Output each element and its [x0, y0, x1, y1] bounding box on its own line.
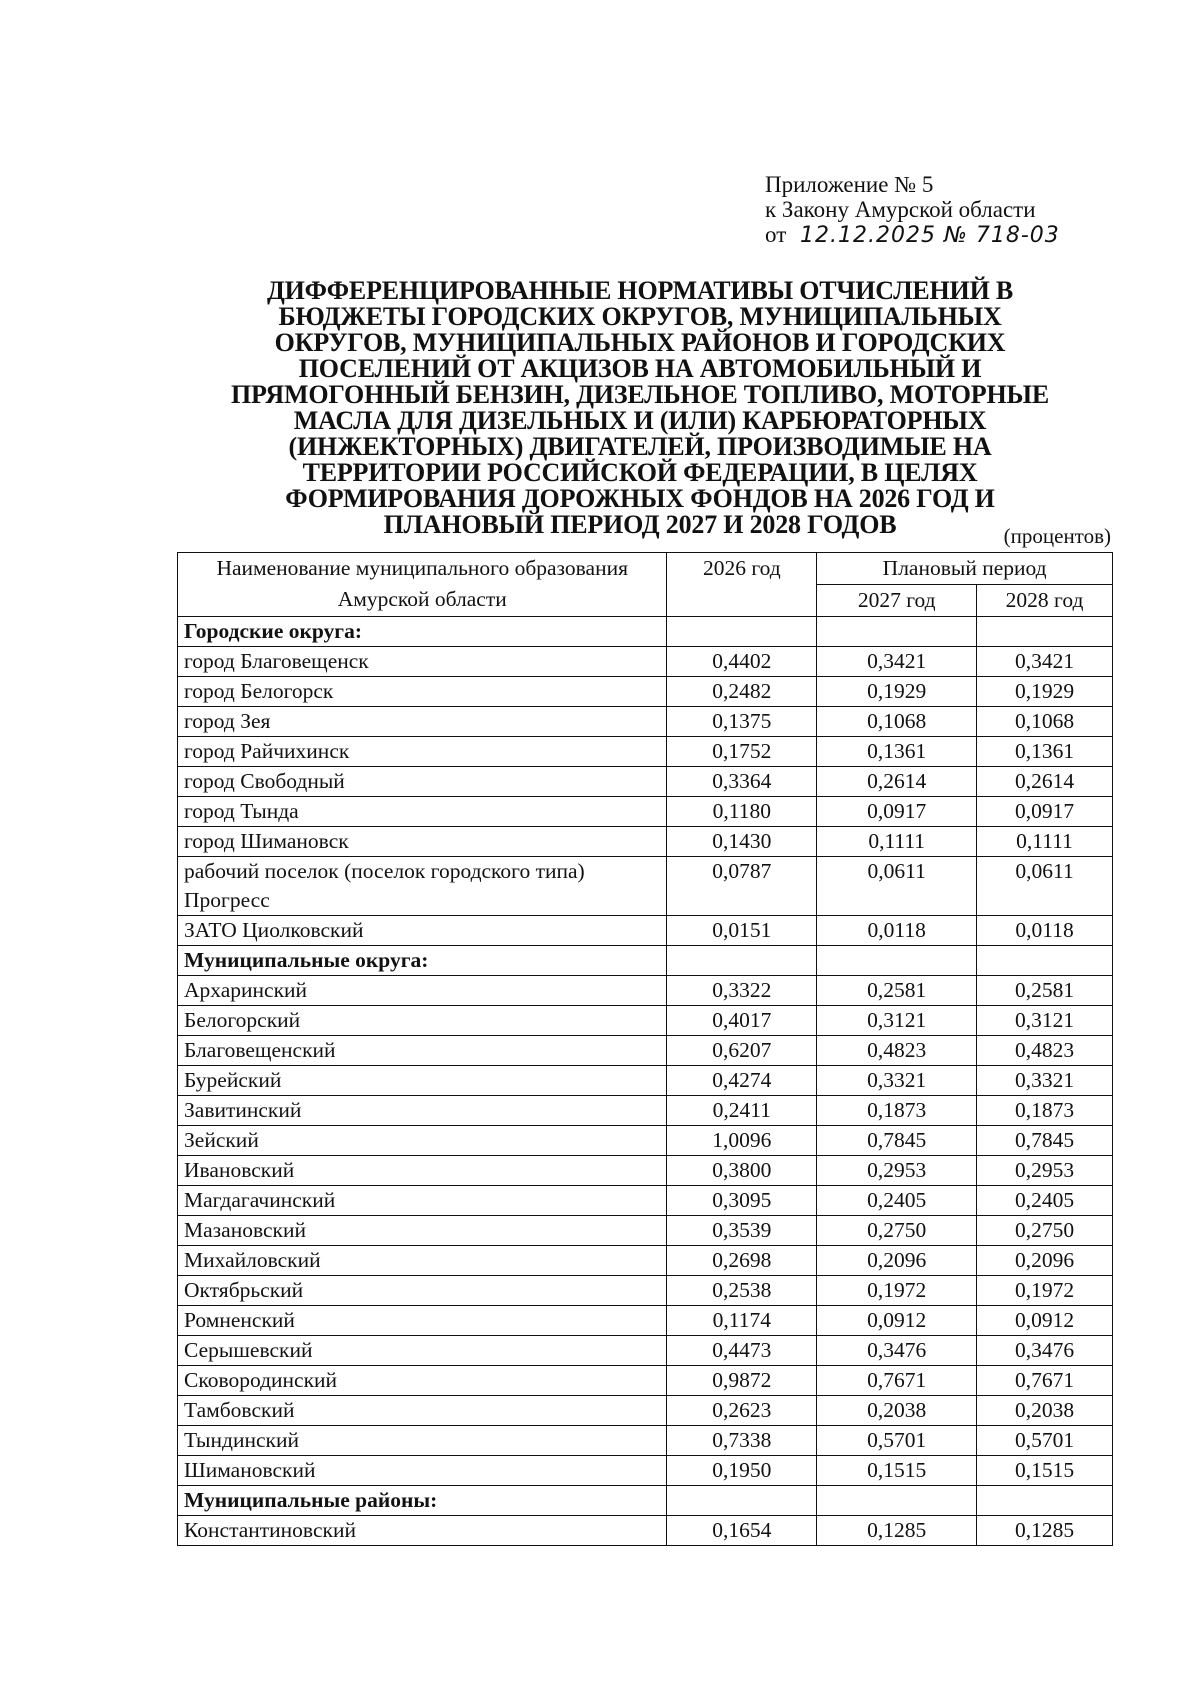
municipality-name: Зейский — [178, 1126, 667, 1156]
value-2026: 0,6207 — [667, 1036, 817, 1066]
value-2027 — [817, 1486, 977, 1516]
title-line: ТЕРРИТОРИИ РОССИЙСКОЙ ФЕДЕРАЦИИ, В ЦЕЛЯХ — [302, 458, 978, 487]
table-row — [178, 797, 1113, 827]
municipality-name: Октябрьский — [178, 1276, 667, 1306]
value-2027: 0,0118 — [817, 916, 977, 946]
units-label: (процентов) — [1003, 524, 1111, 548]
municipality-name: Магдагачинский — [178, 1186, 667, 1216]
value-2026: 0,1430 — [667, 827, 817, 857]
value-2026 — [667, 617, 817, 647]
value-2028: 0,2750 — [977, 1216, 1113, 1246]
header-municipality: Наименование муниципального образования Амурской области — [178, 553, 667, 617]
value-2026: 0,3322 — [667, 976, 817, 1006]
municipality-name: Тамбовский — [178, 1396, 667, 1426]
municipality-name: город Шимановск — [178, 827, 667, 857]
value-2027: 0,0917 — [817, 797, 977, 827]
municipality-name: Сковородинский — [178, 1366, 667, 1396]
section-row — [178, 617, 1113, 647]
municipality-name: ЗАТО Циолковский — [178, 916, 667, 946]
value-2028: 0,4823 — [977, 1036, 1113, 1066]
appendix-date-prefix: от — [765, 222, 787, 247]
municipality-name: город Райчихинск — [178, 737, 667, 767]
value-2028: 0,2096 — [977, 1246, 1113, 1276]
value-2028: 0,1515 — [977, 1456, 1113, 1486]
title-line: ДИФФЕРЕНЦИРОВАННЫЕ НОРМАТИВЫ ОТЧИСЛЕНИЙ В — [266, 276, 1014, 305]
value-2028: 0,3121 — [977, 1006, 1113, 1036]
value-2027: 0,2953 — [817, 1156, 977, 1186]
table-row — [178, 1366, 1113, 1396]
table-row — [178, 857, 1113, 916]
municipality-name: Константиновский — [178, 1516, 667, 1546]
value-2026: 0,3364 — [667, 767, 817, 797]
value-2026: 0,4402 — [667, 647, 817, 677]
table-row — [178, 1456, 1113, 1486]
section-title: Городские округа: — [178, 617, 667, 647]
table-row — [178, 1006, 1113, 1036]
value-2027: 0,1361 — [817, 737, 977, 767]
value-2026 — [667, 1486, 817, 1516]
value-2028: 0,2405 — [977, 1186, 1113, 1216]
value-2026: 0,2538 — [667, 1276, 817, 1306]
municipality-name: город Зея — [178, 707, 667, 737]
section-title: Муниципальные районы: — [178, 1486, 667, 1516]
value-2027: 0,1068 — [817, 707, 977, 737]
municipality-name: Бурейский — [178, 1066, 667, 1096]
value-2027: 0,5701 — [817, 1426, 977, 1456]
value-2028: 0,7671 — [977, 1366, 1113, 1396]
value-2028: 0,5701 — [977, 1426, 1113, 1456]
municipality-name: Серышевский — [178, 1336, 667, 1366]
title-line: ОКРУГОВ, МУНИЦИПАЛЬНЫХ РАЙОНОВ И ГОРОДСКИХ — [274, 328, 1006, 357]
table-row — [178, 1216, 1113, 1246]
appendix-date-line — [765, 222, 1060, 248]
value-2028: 0,0611 — [977, 857, 1113, 916]
value-2026: 0,1174 — [667, 1306, 817, 1336]
table-row — [178, 707, 1113, 737]
value-2027 — [817, 946, 977, 976]
appendix-number: Приложение № 5 — [765, 172, 934, 197]
handwritten-date-number: 12.12.2025 № 718-03 — [800, 223, 1060, 248]
value-2027: 0,1873 — [817, 1096, 977, 1126]
value-2027: 0,0611 — [817, 857, 977, 916]
title-line: ПРЯМОГОННЫЙ БЕНЗИН, ДИЗЕЛЬНОЕ ТОПЛИВО, МОТОРНЫЕ — [231, 380, 1049, 409]
header-year-2027: 2027 год — [817, 585, 977, 617]
municipality-name: Ромненский — [178, 1306, 667, 1336]
value-2027: 0,1929 — [817, 677, 977, 707]
value-2028: 0,1873 — [977, 1096, 1113, 1126]
municipality-name: Мазановский — [178, 1216, 667, 1246]
value-2027: 0,3476 — [817, 1336, 977, 1366]
municipality-name: рабочий поселок (поселок городского типа) Прогресс — [178, 857, 667, 916]
municipality-name: город Свободный — [178, 767, 667, 797]
value-2027: 0,0912 — [817, 1306, 977, 1336]
value-2028: 0,2038 — [977, 1396, 1113, 1426]
title-line: (ИНЖЕКТОРНЫХ) ДВИГАТЕЛЕЙ, ПРОИЗВОДИМЫЕ НА — [288, 432, 992, 461]
value-2026: 0,3095 — [667, 1186, 817, 1216]
municipality-name: Михайловский — [178, 1246, 667, 1276]
table-row — [178, 1066, 1113, 1096]
value-2028: 0,1929 — [977, 677, 1113, 707]
table-row — [178, 916, 1113, 946]
title-line: ФОРМИРОВАНИЯ ДОРОЖНЫХ ФОНДОВ НА 2026 ГОД И — [285, 484, 995, 513]
value-2027: 0,3121 — [817, 1006, 977, 1036]
value-2026: 0,1654 — [667, 1516, 817, 1546]
value-2026: 0,1180 — [667, 797, 817, 827]
value-2028: 0,1285 — [977, 1516, 1113, 1546]
municipality-name: город Белогорск — [178, 677, 667, 707]
value-2026: 0,1752 — [667, 737, 817, 767]
table-row — [178, 1276, 1113, 1306]
value-2026: 0,1950 — [667, 1456, 817, 1486]
municipality-name: Благовещенский — [178, 1036, 667, 1066]
value-2027: 0,1972 — [817, 1276, 977, 1306]
value-2026: 0,3539 — [667, 1216, 817, 1246]
value-2026: 0,9872 — [667, 1366, 817, 1396]
value-2027: 0,3421 — [817, 647, 977, 677]
value-2027: 0,1515 — [817, 1456, 977, 1486]
value-2026: 0,2698 — [667, 1246, 817, 1276]
table-row — [178, 1396, 1113, 1426]
table-row — [178, 767, 1113, 797]
title-line: МАСЛА ДЛЯ ДИЗЕЛЬНЫХ И (ИЛИ) КАРБЮРАТОРНЫХ — [293, 406, 987, 435]
value-2027: 0,2614 — [817, 767, 977, 797]
value-2027: 0,2038 — [817, 1396, 977, 1426]
municipality-name: Белогорский — [178, 1006, 667, 1036]
table-row — [178, 1186, 1113, 1216]
value-2028: 0,2581 — [977, 976, 1113, 1006]
value-2026: 0,4017 — [667, 1006, 817, 1036]
norms-table — [177, 552, 1113, 1546]
value-2026: 0,1375 — [667, 707, 817, 737]
table-row — [178, 737, 1113, 767]
value-2026: 0,4274 — [667, 1066, 817, 1096]
table-row — [178, 647, 1113, 677]
value-2027: 0,2581 — [817, 976, 977, 1006]
value-2028: 0,2953 — [977, 1156, 1113, 1186]
value-2026: 0,4473 — [667, 1336, 817, 1366]
value-2028: 0,3476 — [977, 1336, 1113, 1366]
value-2027: 0,1111 — [817, 827, 977, 857]
section-row — [178, 946, 1113, 976]
table-row — [178, 1336, 1113, 1366]
value-2027: 0,2750 — [817, 1216, 977, 1246]
value-2026: 0,3800 — [667, 1156, 817, 1186]
value-2028 — [977, 946, 1113, 976]
title-line: ПОСЕЛЕНИЙ ОТ АКЦИЗОВ НА АВТОМОБИЛЬНЫЙ И — [298, 354, 982, 383]
header-planned-period: Плановый период — [817, 553, 1113, 585]
value-2027: 0,7671 — [817, 1366, 977, 1396]
table-row — [178, 1036, 1113, 1066]
value-2027 — [817, 617, 977, 647]
value-2026: 0,2623 — [667, 1396, 817, 1426]
municipality-name: Ивановский — [178, 1156, 667, 1186]
table-row — [178, 1306, 1113, 1336]
municipality-name: Завитинский — [178, 1096, 667, 1126]
municipality-name: город Тында — [178, 797, 667, 827]
value-2026: 1,0096 — [667, 1126, 817, 1156]
table-row — [178, 1426, 1113, 1456]
table-row — [178, 1126, 1113, 1156]
municipality-name: Шимановский — [178, 1456, 667, 1486]
section-row — [178, 1486, 1113, 1516]
value-2028: 0,1361 — [977, 737, 1113, 767]
value-2026: 0,0787 — [667, 857, 817, 916]
appendix-reference — [765, 172, 1060, 248]
value-2027: 0,3321 — [817, 1066, 977, 1096]
table-row — [178, 1246, 1113, 1276]
table-row — [178, 1156, 1113, 1186]
municipality-name: город Благовещенск — [178, 647, 667, 677]
value-2028: 0,0912 — [977, 1306, 1113, 1336]
title-line: ПЛАНОВЫЙ ПЕРИОД 2027 И 2028 ГОДОВ — [383, 510, 897, 539]
header-year-2026: 2026 год — [667, 553, 817, 617]
table-row — [178, 1096, 1113, 1126]
municipality-name: Тындинский — [178, 1426, 667, 1456]
value-2028: 0,1068 — [977, 707, 1113, 737]
appendix-law: к Закону Амурской области — [765, 197, 1036, 222]
value-2027: 0,7845 — [817, 1126, 977, 1156]
value-2028: 0,2614 — [977, 767, 1113, 797]
value-2028: 0,0118 — [977, 916, 1113, 946]
table-row — [178, 827, 1113, 857]
table-row — [178, 1516, 1113, 1546]
value-2028: 0,3321 — [977, 1066, 1113, 1096]
value-2027: 0,2405 — [817, 1186, 977, 1216]
value-2027: 0,4823 — [817, 1036, 977, 1066]
table-row — [178, 677, 1113, 707]
table-row — [178, 976, 1113, 1006]
document-title — [150, 278, 1130, 538]
value-2028: 0,3421 — [977, 647, 1113, 677]
value-2028: 0,1972 — [977, 1276, 1113, 1306]
value-2028 — [977, 617, 1113, 647]
value-2027: 0,1285 — [817, 1516, 977, 1546]
value-2026 — [667, 946, 817, 976]
title-line: БЮДЖЕТЫ ГОРОДСКИХ ОКРУГОВ, МУНИЦИПАЛЬНЫХ — [278, 302, 1002, 331]
value-2026: 0,7338 — [667, 1426, 817, 1456]
value-2026: 0,2411 — [667, 1096, 817, 1126]
value-2028 — [977, 1486, 1113, 1516]
value-2028: 0,7845 — [977, 1126, 1113, 1156]
table-body — [178, 617, 1113, 1546]
value-2026: 0,0151 — [667, 916, 817, 946]
value-2028: 0,1111 — [977, 827, 1113, 857]
value-2027: 0,2096 — [817, 1246, 977, 1276]
header-year-2028: 2028 год — [977, 585, 1113, 617]
section-title: Муниципальные округа: — [178, 946, 667, 976]
value-2026: 0,2482 — [667, 677, 817, 707]
municipality-name: Архаринский — [178, 976, 667, 1006]
value-2028: 0,0917 — [977, 797, 1113, 827]
